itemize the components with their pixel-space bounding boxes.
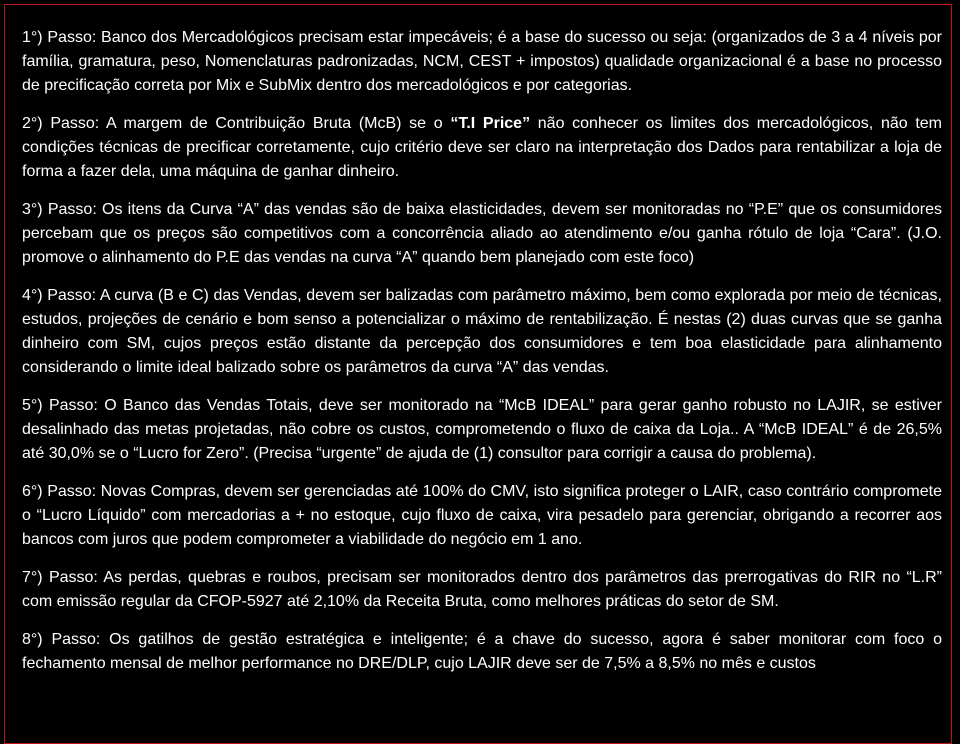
step-2 (22, 112, 947, 184)
step-4-text: 4°) Passo: A curva (B e C) das Vendas, devem ser balizadas com parâmetro máximo, bem como explorada por meio de técnicas, estudos, projeções de cenário e bom senso a potencializar o máximo de rentabilização. É nestas (2) duas curvas que se ganha dinheiro com SM, cujos preços estão distante da percepção dos consumidores e tem boa elasticidade para alinhamento considerando o limite ideal balizado sobre os parâmetros da curva “A” das vendas. (22, 287, 947, 376)
step-3 (22, 198, 947, 270)
step-4 (22, 284, 947, 380)
step-7 (22, 566, 947, 614)
step-2-text-a: 2°) Passo: A margem de Contribuição Bruta (McB) se o (22, 115, 451, 132)
step-1 (22, 26, 947, 98)
step-5 (22, 394, 947, 466)
step-7-text: 7°) Passo: As perdas, quebras e roubos, precisam ser monitorados dentro dos parâmetros das prerrogativas do RIR no “L.R” com emissão regular da CFOP-5927 até 2,10% da Receita Bruta, como melhores práticas do setor de SM. (22, 569, 947, 610)
document-body (22, 26, 947, 690)
step-2-ti-price-emphasis: “T.I Price” (450, 115, 531, 132)
step-8-text: 8°) Passo: Os gatilhos de gestão estratégica e inteligente; é a chave do sucesso, agora é saber monitorar com foco o fechamento mensal de melhor performance no DRE/DLP, cujo LAJIR deve ser de 7,5% a 8,5% no mês e custos (22, 631, 947, 672)
step-2-text-b: não conhecer os limites dos mercadológicos, não tem condições técnicas de precificar corretamente, cujo critério deve ser claro na interpretação dos Dados para rentabilizar a loja de forma a fazer dela, uma máquina de ganhar dinheiro. (22, 115, 947, 180)
step-1-text: 1°) Passo: Banco dos Mercadológicos precisam estar impecáveis; é a base do sucesso ou seja: (organizados de 3 a 4 níveis por família, gramatura, peso, Nomenclaturas padronizadas, NCM, CEST + impostos) qualidade organizacional é a base no processo de precificação correta por Mix e SubMix dentro dos mercadológicos e por categorias. (22, 29, 947, 94)
step-6-text: 6°) Passo: Novas Compras, devem ser gerenciadas até 100% do CMV, isto significa proteger o LAIR, caso contrário compromete o “Lucro Líquido” com mercadorias a + no estoque, cujo fluxo de caixa, vira pesadelo para gerenciar, obrigando a recorrer aos bancos com juros que podem comprometer a viabilidade do negócio em 1 ano. (22, 483, 947, 548)
step-8 (22, 628, 947, 676)
step-5-text: 5°) Passo: O Banco das Vendas Totais, deve ser monitorado na “McB IDEAL” para gerar ganho robusto no LAJIR, se estiver desalinhado das metas projetadas, não cobre os custos, comprometendo o fluxo de caixa da Loja.. A “McB IDEAL” é de 26,5% até 30,0% se o “Lucro for Zero”. (Precisa “urgente” de ajuda de (1) consultor para corrigir a causa do problema). (22, 397, 947, 462)
step-3-text: 3°) Passo: Os itens da Curva “A” das vendas são de baixa elasticidades, devem ser monitoradas no “P.E” que os consumidores percebam que os preços são competitivos com a concorrência aliado ao atendimento e/ou ganha rótulo de loja “Cara”. (J.O. promove o alinhamento do P.E das vendas na curva “A” quando bem planejado com este foco) (22, 201, 947, 266)
step-6 (22, 480, 947, 552)
